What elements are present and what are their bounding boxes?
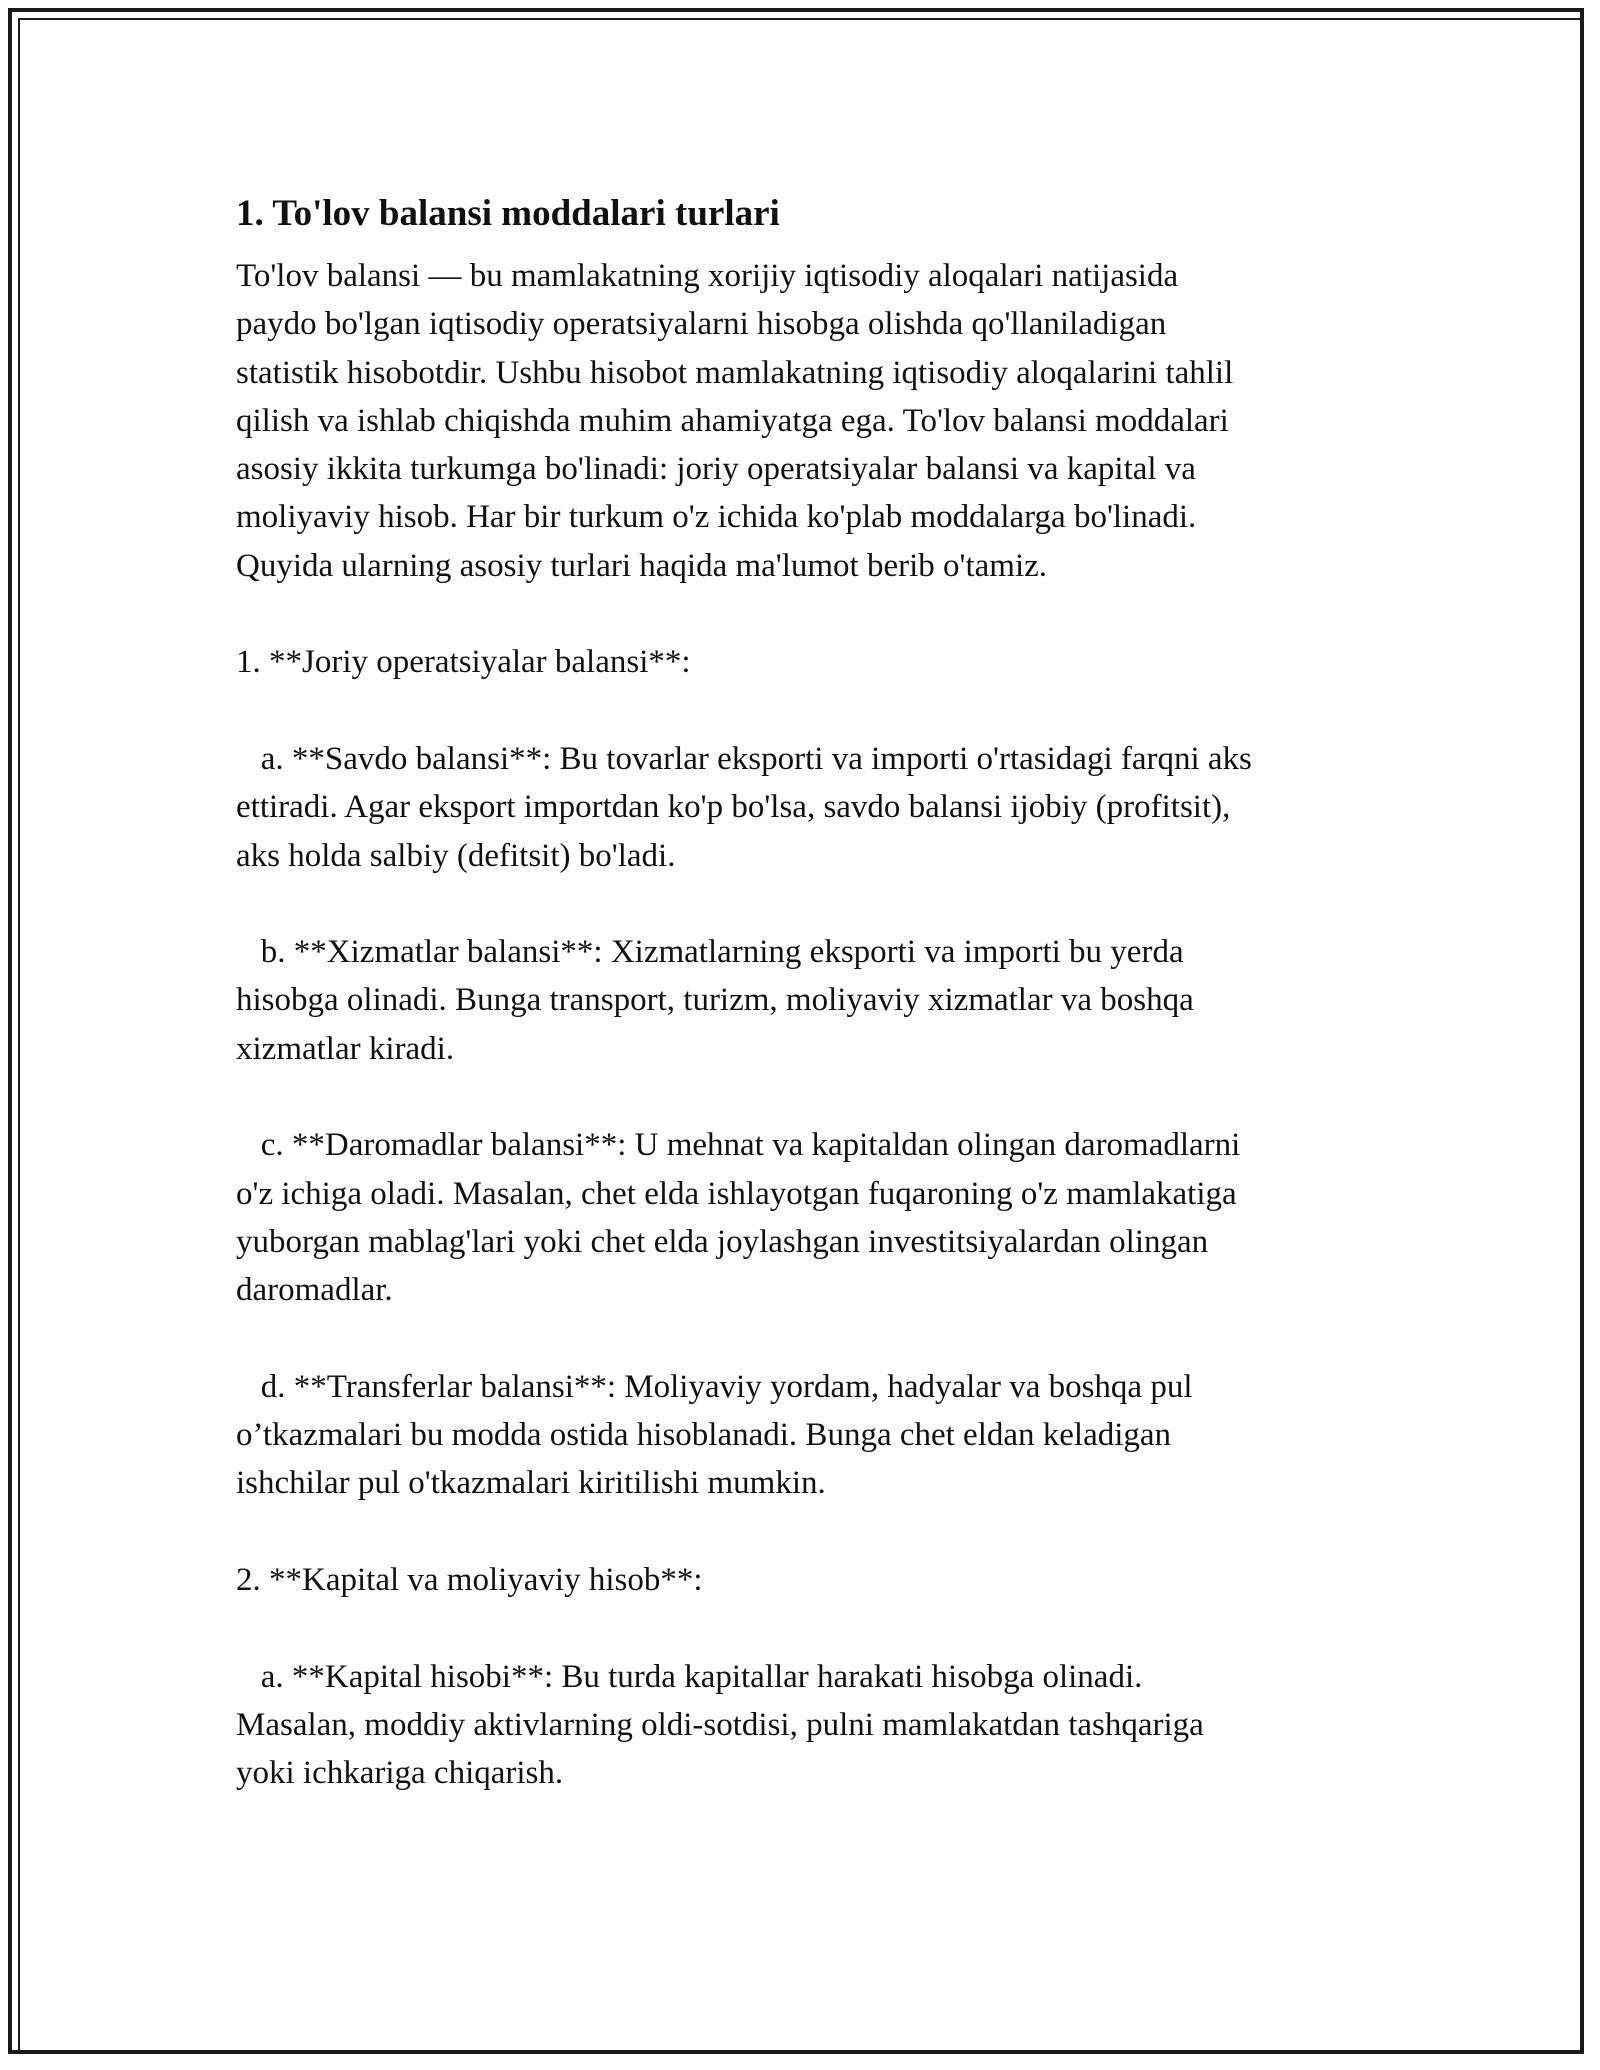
paragraph-section-2-heading: 2. **Kapital va moliyaviy hisob**: [236,1562,703,1599]
paragraph-daromadlar-balansi: c. **Daromadlar balansi**: U mehnat va kapitaldan olingan daromadlarni o'z ichiga oladi. Masalan, chet elda ishlayotgan fuqaroning o'z mamlakatiga yuborgan mablag'lari yoki chet elda joylashgan investitsiyalardan olingan daromadlar. [236,1127,1241,1309]
document-body [236,180,1376,1846]
paragraph-savdo-balansi: a. **Savdo balansi**: Bu tovarlar eksporti va importi o'rtasidagi farqni aks ettiradi. Agar eksport importdan ko'p bo'lsa, savdo balansi ijobiy (profitsit), aks holda salbiy (defitsit) bo'ladi. [236,740,1252,874]
paragraph-xizmatlar-balansi: b. **Xizmatlar balansi**: Xizmatlarning eksporti va importi bu yerda hisobga olinadi. Bunga transport, turizm, moliyaviy xizmatlar va boshqa xizmatlar kiradi. [236,934,1194,1067]
page-title: 1. To'lov balansi moddalari turlari [236,193,780,234]
paragraph-section-1-heading: 1. **Joriy operatsiyalar balansi**: [236,644,691,681]
paragraph-transferlar-balansi: d. **Transferlar balansi**: Moliyaviy yordam, hadyalar va boshqa pul o’tkazmalari bu modda ostida hisoblanadi. Bunga chet eldan keladigan ishchilar pul o'tkazmalari kiritilishi mumkin. [236,1368,1193,1502]
paragraph-intro: To'lov balansi — bu mamlakatning xorijiy iqtisodiy aloqalari natijasida paydo bo'lgan iqtisodiy operatsiyalarni hisobga olishda qo'llaniladigan statistik hisobotdir. Ushbu hisobot mamlakatning iqtisodiy aloqalarini tahlil qilish va ishlab chiqishda muhim ahamiyatga ega. To'lov balansi moddalari asosiy ikkita turkumga bo'linadi: joriy operatsiyalar balansi va kapital va moliyaviy hisob. Har bir turkum o'z ichida ko'plab moddalarga bo'linadi. Quyida ularning asosiy turlari haqida ma'lumot berib o'tamiz. [236,258,1234,584]
paragraph-kapital-hisobi: a. **Kapital hisobi**: Bu turda kapitallar harakati hisobga olinadi. Masalan, moddiy aktivlarning oldi-sotdisi, pulni mamlakatdan tashqariga yoki ichkariga chiqarish. [236,1658,1204,1792]
